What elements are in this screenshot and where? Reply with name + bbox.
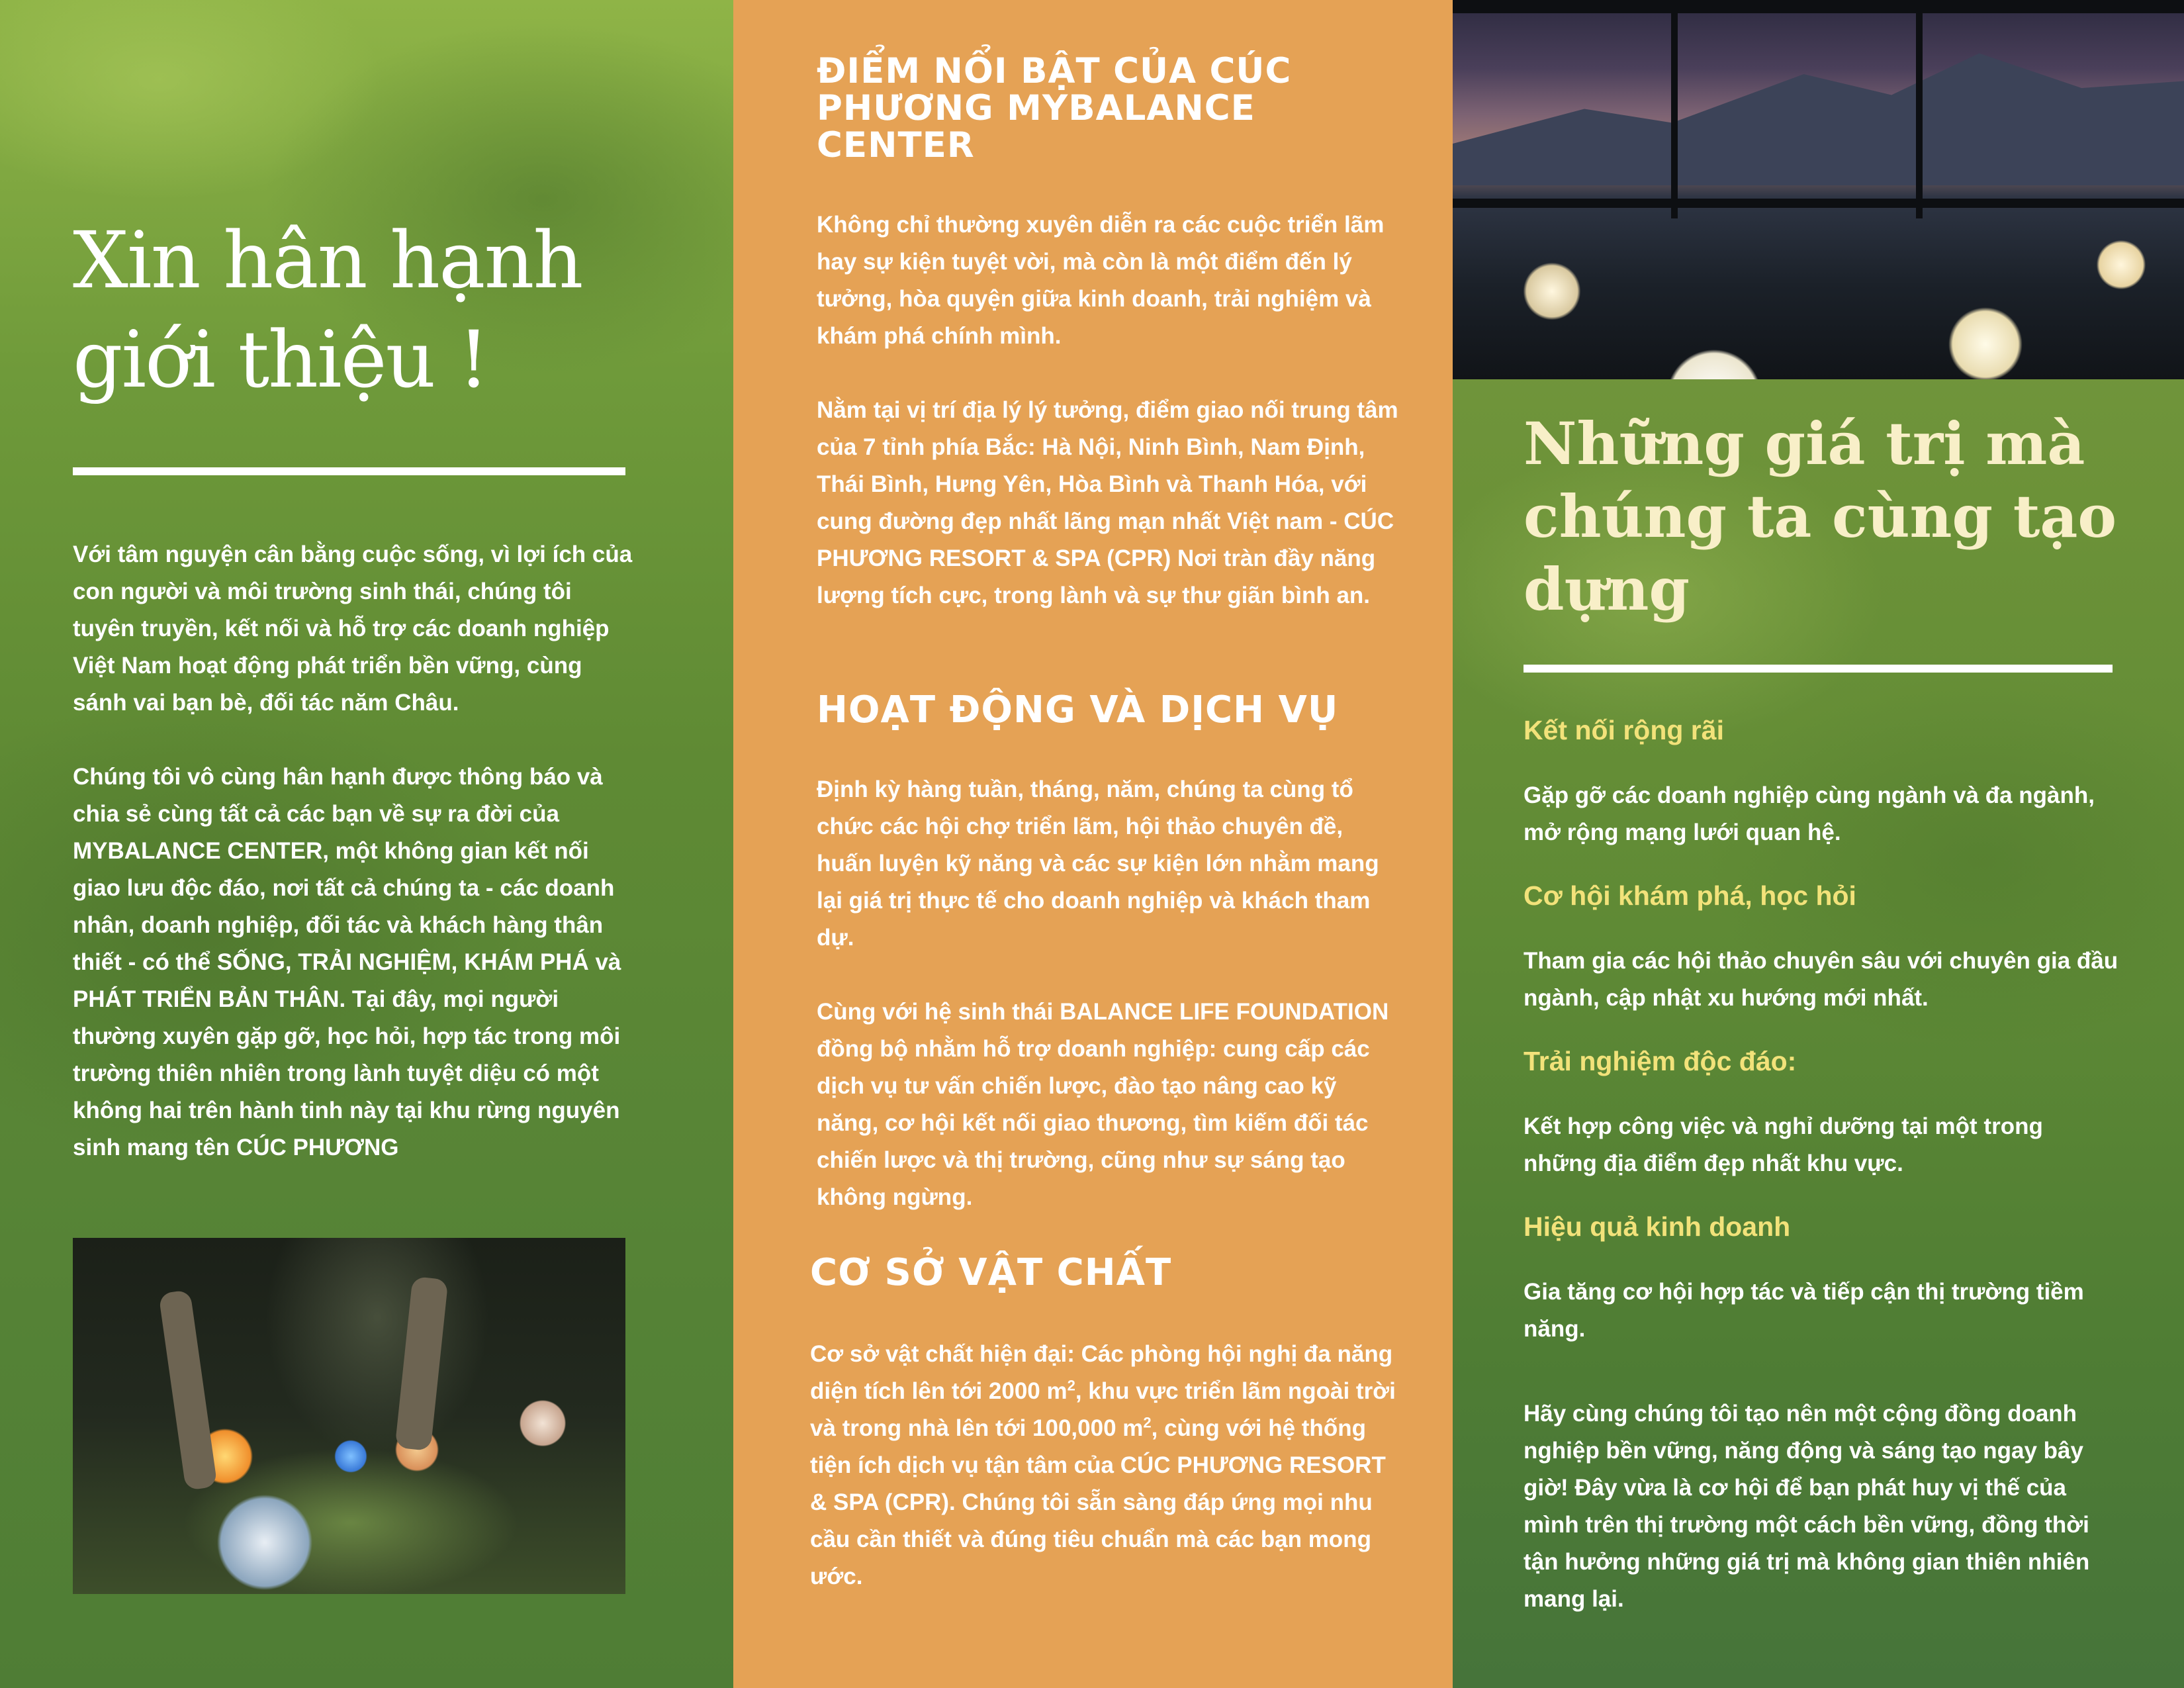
facilities-part-c: , cùng với hệ thống tiện ích dịch vụ tận tâm của CÚC PHƯƠNG RESORT & SPA (CPR). Chúng tôi sẵn sàng đáp ứng mọi nhu cầu cần thiết và đúng tiêu chuẩn mà các bạn mong ước. (810, 1415, 1386, 1589)
value-text-3: Kết hợp công việc và nghỉ dưỡng tại một trong những địa điểm đẹp nhất khu vực. (1524, 1113, 2043, 1176)
value-heading-4: Hiệu quả kinh doanh (1524, 1211, 1791, 1242)
value-text-4: Gia tăng cơ hội hợp tác và tiếp cận thị trường tiềm năng. (1524, 1279, 2084, 1342)
superscript-2: 2 (1143, 1414, 1152, 1431)
intro-divider (73, 467, 625, 475)
facilities-paragraph (810, 1336, 1406, 1595)
night-moon-lamps-photo (1453, 0, 2184, 379)
intro-paragraph-2: Chúng tôi vô cùng hân hạnh được thông báo và chia sẻ cùng tất cả các bạn về sự ra đời của MYBALANCE CENTER, một không gian kết nối giao lưu độc đáo, nơi tất cả chúng ta - các doanh nhân, doanh nghiệp, đối tác và khách hàng thân thiết - có thể SỐNG, TRẢI NGHIỆM, KHÁM PHÁ và PHÁT TRIỂN BẢN THÂN. Tại đây, mọi người thường xuyên gặp gỡ, học hỏi, hợp tác trong môi trường thiên nhiên trong lành tuyệt diệu có một không hai trên hành tinh này tại khu rừng nguyên sinh mang tên CÚC PHƯƠNG (73, 764, 621, 1160)
right-panel (1453, 0, 2184, 1688)
glowing-planets-garden-photo (73, 1238, 625, 1594)
intro-title (73, 211, 668, 409)
value-text-2: Tham gia các hội thảo chuyên sâu với chuyên gia đầu ngành, cập nhật xu hướng mới nhất. (1524, 948, 2118, 1011)
facilities-part-a: Cơ sở vật chất hiện đại: Các phòng hội nghị đa năng diện tích lên tới 2000 m (810, 1341, 1393, 1404)
closing-paragraph: Hãy cùng chúng tôi tạo nên một cộng đồng doanh nghiệp bền vững, năng động và sáng tạo ngay bây giờ! Đây vừa là cơ hội để bạn phát huy vị thế của mình trên thị trường một cách bền vững, đồng thời tận hưởng những giá trị mà không gian thiên nhiên mang lại. (1524, 1401, 2090, 1612)
intro-title-line2: giới thiệu ! (73, 314, 488, 405)
activities-paragraph-1: Định kỳ hàng tuần, tháng, năm, chúng ta cùng tổ chức các hội chợ triển lãm, hội thảo chuyên đề, huấn luyện kỹ năng và các sự kiện lớn nhằm mang lại giá trị thực tế cho doanh nghiệp và khách tham dự. (817, 776, 1379, 951)
facilities-text (810, 1336, 1406, 1632)
intro-title-line1: Xin hân hạnh (73, 214, 582, 306)
highlights-text (817, 207, 1399, 651)
intro-body (73, 536, 635, 1203)
activities-paragraph-2: Cùng với hệ sinh thái BALANCE LIFE FOUNDATION đồng bộ nhằm hỗ trợ doanh nghiệp: cung cấp các dịch vụ tư vấn chiến lược, đào tạo nâng cao kỹ năng, cơ hội kết nối giao thương, tìm kiếm đối tác chiến lược và thị trường, cũng như sự sáng tạo không ngừng. (817, 999, 1389, 1210)
left-panel (0, 0, 733, 1688)
value-heading-1: Kết nối rộng rãi (1524, 715, 1724, 745)
middle-panel (733, 0, 1453, 1688)
superscript-2: 2 (1067, 1377, 1075, 1394)
value-text-1: Gặp gỡ các doanh nghiệp cùng ngành và đa ngành, mở rộng mạng lưới quan hệ. (1524, 782, 2095, 845)
highlights-paragraph-1: Không chỉ thường xuyên diễn ra các cuộc triển lãm hay sự kiện tuyệt vời, mà còn là một điểm đến lý tưởng, hòa quyện giữa kinh doanh, trải nghiệm và khám phá chính mình. (817, 212, 1385, 349)
value-heading-2: Cơ hội khám phá, học hỏi (1524, 880, 1856, 911)
facilities-part-b: , khu vực triển lãm ngoài trời và trong nhà lên tới 100,000 m (810, 1378, 1396, 1441)
values-title: Những giá trị mà chúng ta cùng tạo dựng (1524, 409, 2117, 624)
activities-heading: HOẠT ĐỘNG VÀ DỊCH VỤ (817, 688, 1339, 731)
values-divider (1524, 665, 2113, 673)
activities-text (817, 771, 1399, 1253)
value-heading-3: Trải nghiệm độc đáo: (1524, 1046, 1797, 1076)
facilities-heading: CƠ SỞ VẬT CHẤT (810, 1251, 1172, 1294)
highlights-heading: ĐIỂM NỔI BẬT CỦA CÚC PHƯƠNG MYBALANCE CENTER (817, 51, 1292, 165)
intro-paragraph-1: Với tâm nguyện cân bằng cuộc sống, vì lợi ích của con người và môi trường sinh thái, chúng tôi tuyên truyền, kết nối và hỗ trợ các doanh nghiệp Việt Nam hoạt động phát triển bền vững, cùng sánh vai bạn bè, đối tác năm Châu. (73, 541, 633, 716)
highlights-paragraph-2: Nằm tại vị trí địa lý lý tưởng, điểm giao nối trung tâm của 7 tỉnh phía Bắc: Hà Nội, Ninh Bình, Nam Định, Thái Bình, Hưng Yên, Hòa Bình và Thanh Hóa, với cung đường đẹp nhất lãng mạn nhất Việt nam - CÚC PHƯƠNG RESORT & SPA (CPR) Nơi tràn đầy năng lượng tích cực, trong lành và sự thư giãn bình an. (817, 397, 1398, 608)
